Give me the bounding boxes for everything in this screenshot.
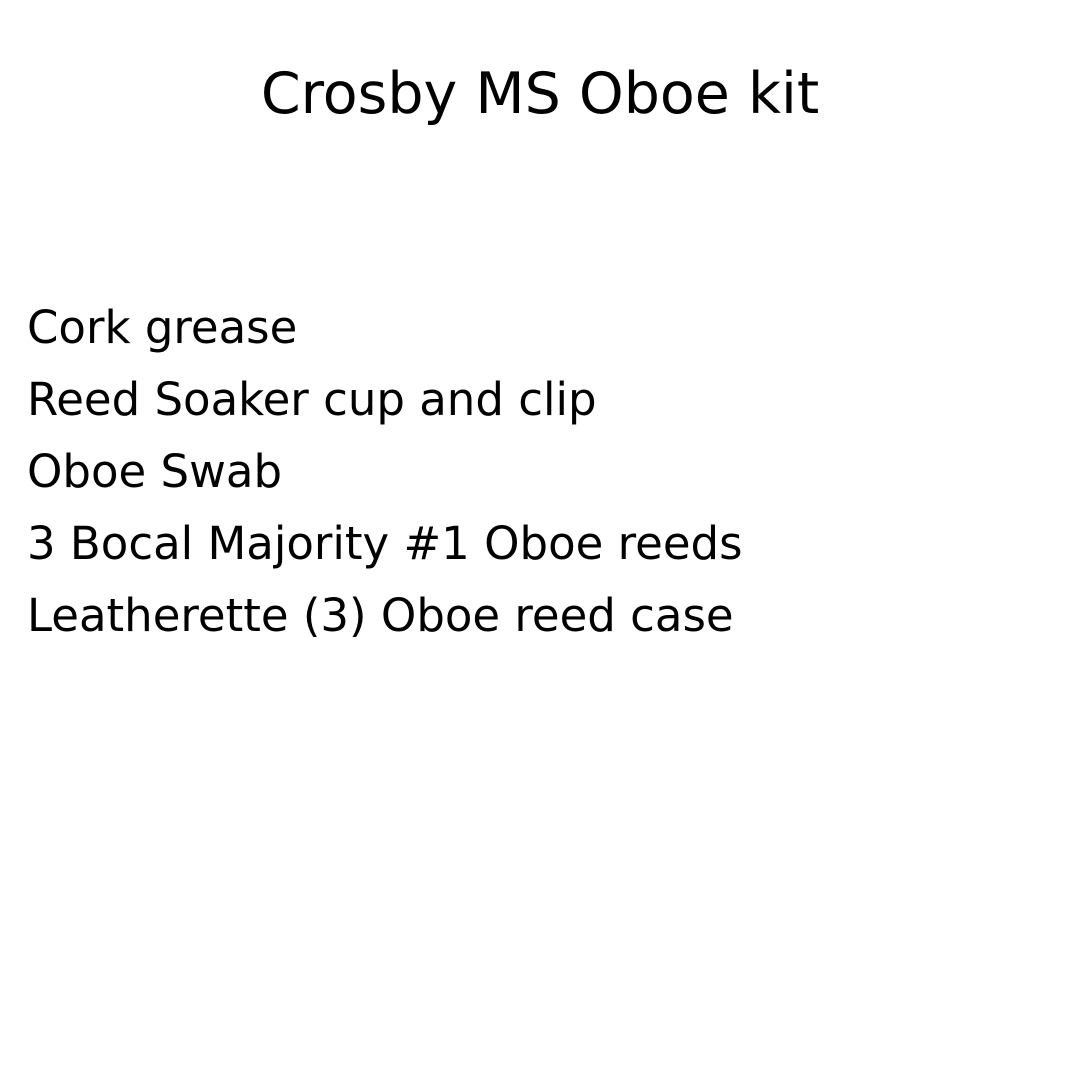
list-item: Oboe Swab	[27, 445, 283, 498]
list-item: Reed Soaker cup and clip	[27, 373, 597, 426]
page-title: Crosby MS Oboe kit	[260, 61, 820, 127]
list-item: Leatherette (3) Oboe reed case	[27, 589, 734, 642]
list-item: Cork grease	[27, 301, 298, 354]
list-item: 3 Bocal Majority #1 Oboe reeds	[27, 517, 743, 570]
kit-item-list	[27, 292, 743, 652]
